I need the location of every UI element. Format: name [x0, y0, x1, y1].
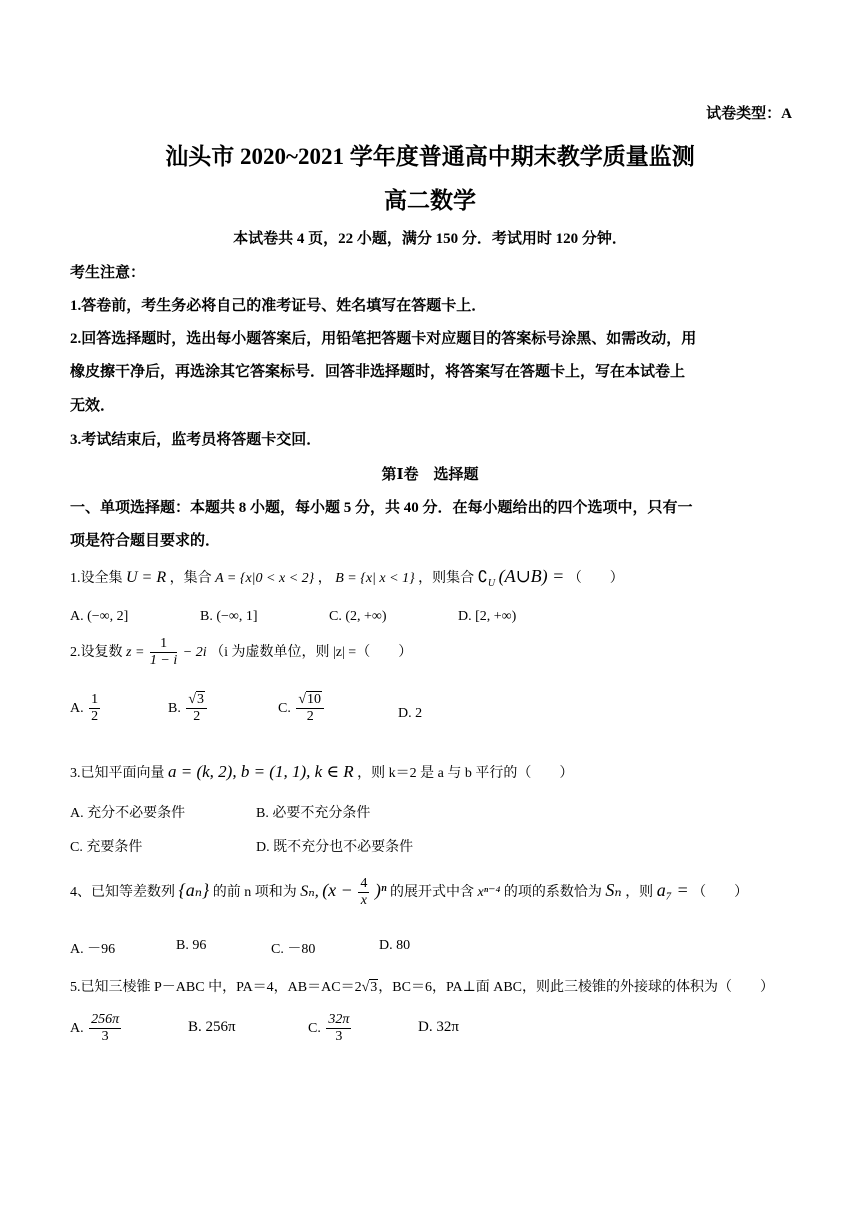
q1-prefix: 1.设全集 [70, 571, 123, 586]
q2-option-a [70, 692, 102, 725]
q1-union-expr: (A∪B) = [498, 566, 565, 586]
q2-option-b [168, 692, 209, 725]
q5-option-a-label: A. [70, 1020, 84, 1036]
notice-item-2-line-3: 无效． [70, 398, 116, 414]
q2-frac-den: 1 − i [149, 653, 178, 669]
notice-item-1: 1.答卷前，考生务必将自己的准考证号、姓名填写在答题卡上． [70, 298, 487, 314]
q4-a7: a₇ = [656, 879, 689, 900]
notice-item-2-line-1: 2.回答选择题时，选出每小题答案后，用铅笔把答题卡对应题目的答案标号涂黑、如需改动，用 [70, 331, 697, 347]
q4-sequence: {aₙ} [178, 879, 210, 900]
q3-tail: ，则 k＝2 是 a 与 b 平行的（ ） [357, 766, 574, 781]
q4-frac-den: x [360, 893, 367, 909]
q2-option-a-fraction [89, 692, 100, 725]
q2-option-c-fraction [296, 692, 324, 725]
q1-mid-2: ，则集合 [418, 571, 475, 586]
q2-tail: − 2i [182, 644, 207, 660]
q2-option-c [278, 692, 326, 725]
q2-option-c-den: 2 [306, 709, 314, 725]
q5-option-c-num: 32π [326, 1012, 351, 1029]
q3-option-d: D. 既不充分也不必要条件 [256, 840, 414, 855]
q2-option-b-fraction [186, 692, 207, 725]
notice-item-2-line-2: 橡皮擦干净后，再选涂其它答案标号．回答非选择题时，将答案写在答题卡上，写在本试卷上 [70, 364, 686, 380]
section-title: 第Ⅰ卷 选择题 [381, 467, 479, 483]
q4-mid-1: 的前 n 项和为 [212, 884, 297, 900]
q5-option-b: B. 256π [188, 1019, 236, 1035]
question-5-stem: 5.已知三棱锥 P－ABC 中，PA＝4，AB＝AC＝2√3，BC＝6，PA⊥面 ABC，则此三棱锥的外接球的体积为（ ） [70, 980, 775, 995]
q1-comma: ， [317, 571, 332, 586]
q4-mid-2: 的展开式中含 [390, 884, 474, 900]
q1-option-d: D. [2, +∞) [458, 609, 517, 624]
q4-tail: ，则 [625, 884, 654, 900]
exam-subtitle: 高二数学 [384, 188, 476, 213]
exam-info: 本试卷共 4 页，22 小题，满分 150 分．考试用时 120 分钟． [233, 231, 627, 247]
paper-type: 试卷类型：A [706, 106, 792, 122]
q3-option-c: C. 充要条件 [70, 840, 143, 855]
part1-instruction-line-2: 项是符合题目要求的． [70, 533, 221, 549]
q5-option-a-fraction [89, 1012, 121, 1045]
q5-option-c-label: C. [308, 1020, 321, 1036]
q2-prefix: 2.设复数 [70, 644, 123, 660]
q1-mid-1: ，集合 [169, 571, 212, 586]
q2-fraction [150, 636, 177, 669]
q3-vectors: a = (k, 2), b = (1, 1), k ∈ R [168, 762, 354, 781]
q3-prefix: 3.已知平面向量 [70, 766, 165, 781]
q2-option-a-num: 1 [89, 692, 100, 709]
q2-option-c-label: C. [278, 700, 291, 716]
q4-option-c: C. －80 [271, 942, 316, 957]
q2-option-b-num: √3 [186, 692, 207, 709]
q3-option-a: A. 充分不必要条件 [70, 806, 186, 821]
question-2-stem [70, 636, 412, 669]
notice-heading: 考生注意： [70, 265, 146, 281]
q5-option-c-fraction [326, 1012, 351, 1045]
q3-option-b: B. 必要不充分条件 [256, 806, 371, 821]
q1-complement-sub: U [487, 577, 496, 589]
q2-option-b-label: B. [168, 700, 181, 716]
q4-option-a: A. －96 [70, 942, 116, 957]
q4-answer-paren: （ ） [692, 884, 749, 900]
q4-power: xⁿ⁻⁴ [477, 884, 501, 900]
q2-option-b-radicand: 3 [197, 692, 205, 707]
q2-option-d: D. 2 [398, 706, 423, 721]
part1-instruction-line-1: 一、单项选择题：本题共 8 小题，每小题 5 分，共 40 分．在每小题给出的四个选项中，只有一 [70, 500, 693, 516]
q5-option-c-den: 3 [335, 1029, 343, 1045]
q2-option-b-den: 2 [193, 709, 201, 725]
q2-option-a-label: A. [70, 700, 84, 716]
exam-title: 汕头市 2020~2021 学年度普通高中期末教学质量监测 [165, 144, 695, 169]
q2-z-eq: z = [126, 644, 145, 660]
q5-tail: ，BC＝6，PA⊥面 ABC，则此三棱锥的外接球的体积为（ ） [378, 980, 775, 995]
q1-option-b: B. (−∞, 1] [200, 609, 258, 624]
q5-root-val: 3 [370, 980, 378, 995]
q2-option-c-radicand: 10 [307, 692, 322, 707]
q1-option-c: C. (2, +∞) [329, 609, 387, 624]
question-4-stem [70, 876, 748, 909]
q4-sn-2: Sₙ [605, 879, 622, 900]
q4-fraction [358, 876, 369, 909]
question-1-stem [70, 566, 624, 589]
q2-option-c-num: √10 [296, 692, 324, 709]
q2-note: （i 为虚数单位，则 |z| =（ ） [210, 644, 413, 660]
q1-set-a: A = {x|0 < x < 2} [215, 571, 315, 586]
q1-answer-paren: （ ） [567, 571, 624, 586]
q2-option-a-den: 2 [91, 709, 99, 725]
q5-option-d: D. 32π [418, 1019, 459, 1035]
q5-option-a-den: 3 [101, 1029, 109, 1045]
q2-frac-num: 1 [150, 636, 177, 653]
notice-item-3: 3.考试结束后，监考员将答题卡交回． [70, 432, 322, 448]
q5-root-coef: 2 [354, 980, 362, 995]
q1-option-a: A. (−∞, 2] [70, 609, 129, 624]
q4-sn: Sₙ, [300, 882, 319, 900]
q4-prefix: 4、已知等差数列 [70, 884, 175, 900]
q5-prefix: 5.已知三棱锥 P－ABC 中，PA＝4，AB＝AC＝ [70, 980, 355, 995]
q5-option-a [70, 1012, 123, 1045]
q4-expr-pre: (x − [322, 879, 353, 900]
q5-option-c [308, 1012, 353, 1045]
q4-option-d: D. 80 [379, 938, 411, 953]
q1-complement-symbol: ∁ [477, 569, 488, 586]
q1-set-b: B = {x| x < 1} [335, 571, 415, 586]
q5-option-a-num: 256π [89, 1012, 121, 1029]
q4-mid-3: 的项的系数恰为 [503, 884, 602, 900]
q4-option-b: B. 96 [176, 938, 207, 953]
question-3-stem [70, 762, 573, 782]
q1-universal-set: U = R [126, 569, 167, 586]
q4-expr-post: )ⁿ [374, 879, 387, 900]
q4-frac-num: 4 [358, 876, 369, 893]
